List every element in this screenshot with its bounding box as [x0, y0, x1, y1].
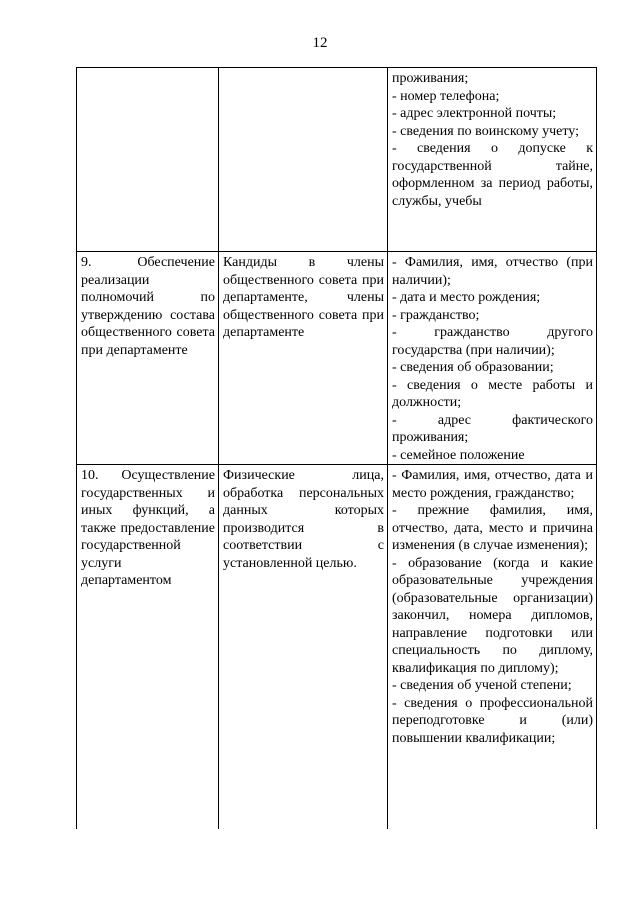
- data-item: - адрес электронной почты;: [392, 106, 557, 121]
- data-item: - сведения об образовании;: [392, 360, 554, 375]
- data-cell: [388, 252, 597, 465]
- data-item: - сведения о месте работы и должности;: [392, 377, 593, 410]
- table-row: [77, 252, 597, 465]
- data-item: - номер телефона;: [392, 88, 500, 104]
- data-cell: [388, 68, 597, 252]
- data-cell: [388, 465, 597, 830]
- data-item: - сведения о допуске к государственной тайне, оформленном за период работы, службы, учебы: [392, 141, 593, 209]
- table-row: [77, 68, 597, 252]
- table-row: [77, 465, 597, 830]
- personal-data-table: [76, 67, 597, 829]
- data-item: - гражданство другого государства (при наличии);: [392, 325, 593, 358]
- data-item: - сведения о профессиональной переподготовке и (или) повышении квалификации;: [392, 695, 593, 746]
- data-item: - семейное положение: [392, 447, 525, 463]
- data-item: проживания;: [392, 71, 469, 86]
- purpose-cell: 9. Обеспечение реализации полномочий по утверждению состава общественного совета при департаменте: [77, 252, 219, 465]
- page-number: 12: [312, 35, 328, 51]
- data-item: - образование (когда и какие образовательные учреждения (образовательные организации) закончил, номера дипломов, направление подготовки или специальность по диплому, квалификация по диплому);: [392, 555, 593, 676]
- data-item: - адрес фактического проживания;: [392, 412, 593, 445]
- subjects-cell: [219, 68, 388, 252]
- data-item: - Фамилия, имя, отчество, дата и место рождения, гражданство;: [392, 468, 593, 501]
- data-item: - сведения по воинскому учету;: [392, 123, 579, 139]
- data-item: - гражданство;: [392, 307, 480, 323]
- purpose-cell: 10. Осуществление государственных и иных функций, а также предоставление государственной услуги департаментом: [77, 465, 219, 830]
- data-item: - дата и место рождения;: [392, 290, 541, 305]
- subjects-cell: Кандиды в члены общественного совета при департаменте, члены общественного совета при департаменте: [219, 252, 388, 465]
- data-item: - прежние фамилия, имя, отчество, дата, место и причина изменения (в случае изменения);: [392, 503, 593, 553]
- purpose-cell: [77, 68, 219, 252]
- data-item: - сведения об ученой степени;: [392, 678, 572, 693]
- data-item: - Фамилия, имя, отчество (при наличии);: [392, 255, 593, 288]
- subjects-cell: Физические лица, обработка персональных данных которых производится в соответствии с установленной целью.: [219, 465, 388, 830]
